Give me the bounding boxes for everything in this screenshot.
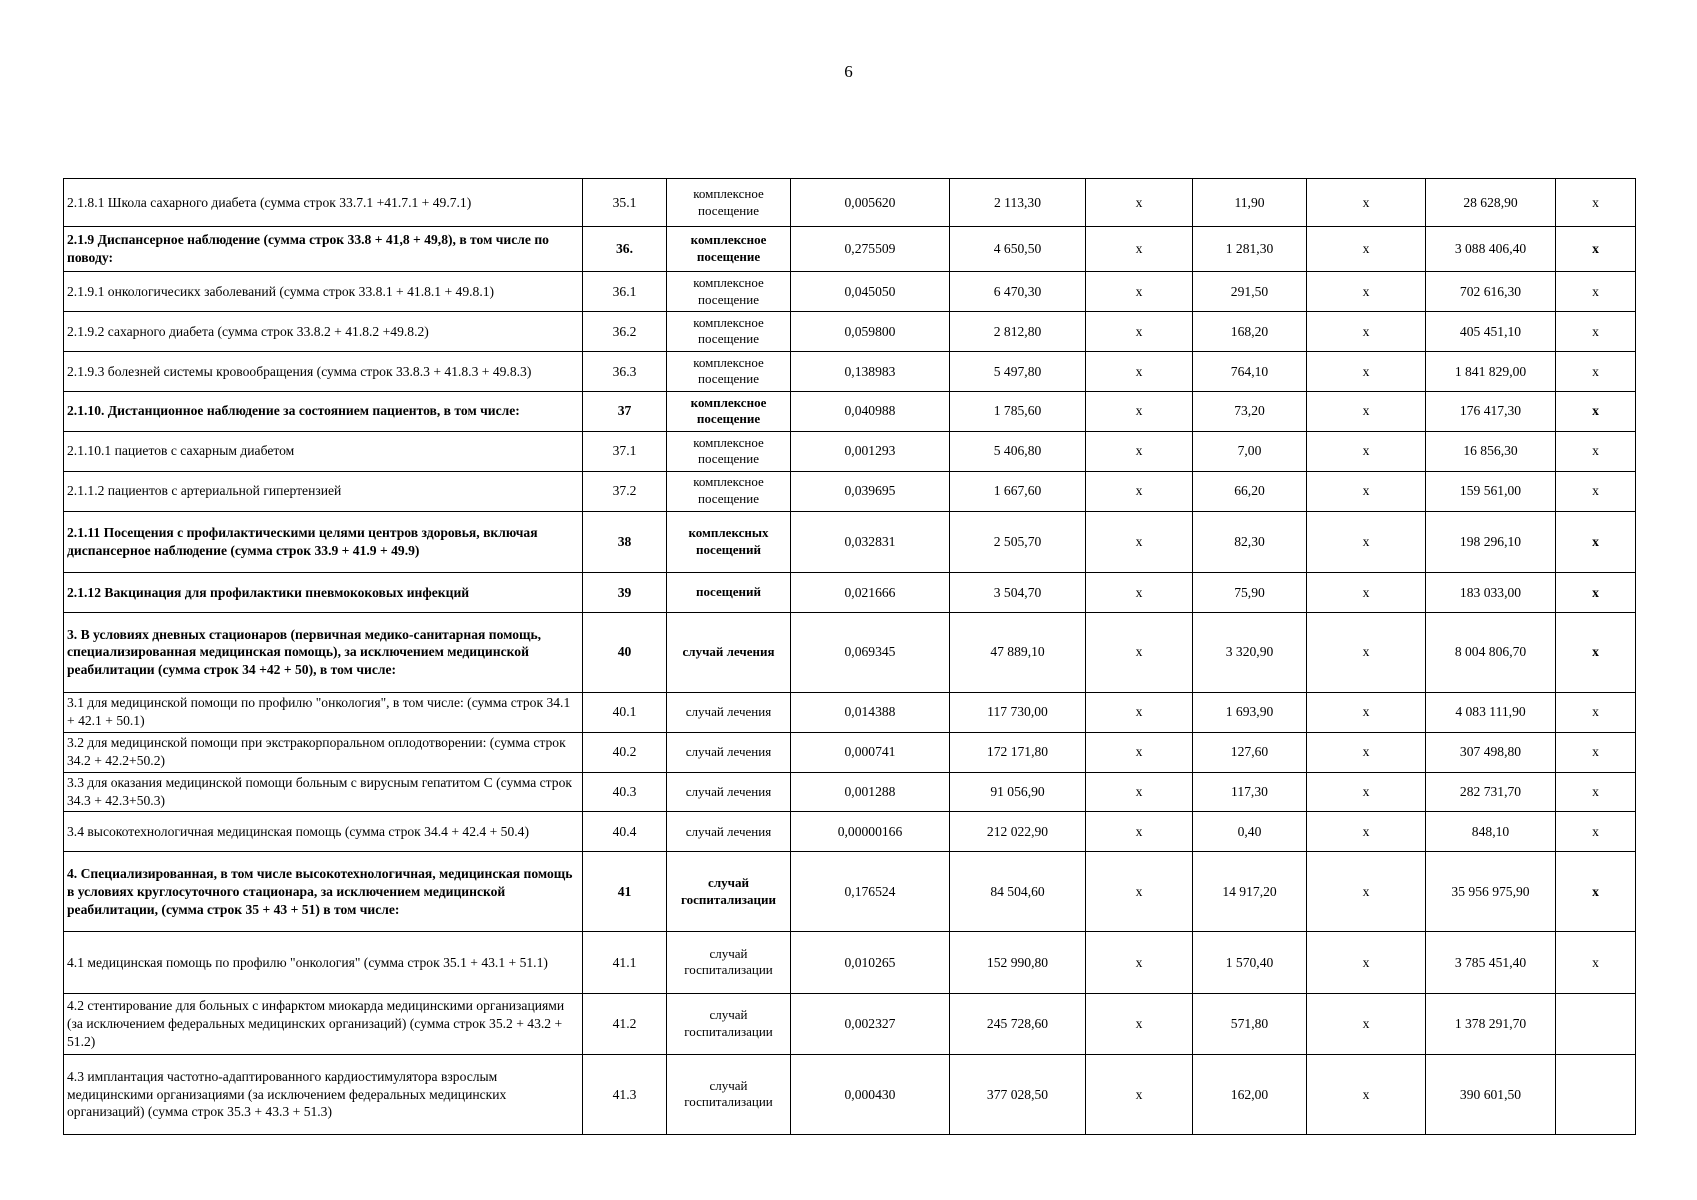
row-name-cell: 2.1.1.2 пациентов с артериальной гипертензией [64,471,583,511]
row-norm-cell: 0,021666 [791,572,950,612]
row-x3-cell: х [1556,612,1636,692]
row-norm-cell: 0,039695 [791,471,950,511]
row-code-cell: 36. [583,227,667,272]
row-per-capita-cell: 82,30 [1193,511,1307,572]
row-total-cell: 28 628,90 [1426,179,1556,227]
row-x2-cell: х [1307,391,1426,431]
table-row [64,391,1636,431]
row-total-cell: 35 956 975,90 [1426,852,1556,932]
row-x1-cell: х [1086,692,1193,732]
row-total-cell: 282 731,70 [1426,772,1556,812]
row-name-cell: 3.3 для оказания медицинской помощи больным с вирусным гепатитом С (сумма строк 34.3 + 42.3+50.3) [64,772,583,812]
row-total-cell: 16 856,30 [1426,431,1556,471]
row-per-capita-cell: 66,20 [1193,471,1307,511]
table-row [64,732,1636,772]
row-unit-cell: комплексное посещение [667,272,791,312]
row-code-cell: 41.3 [583,1054,667,1134]
row-x2-cell: х [1307,932,1426,993]
row-cost-cell: 91 056,90 [950,772,1086,812]
row-x2-cell: х [1307,692,1426,732]
row-code-cell: 37.2 [583,471,667,511]
row-x3-cell: х [1556,812,1636,852]
row-name-cell: 2.1.9.3 болезней системы кровообращения (сумма строк 33.8.3 + 41.8.3 + 49.8.3) [64,351,583,391]
row-unit-cell: случай лечения [667,692,791,732]
table-row [64,471,1636,511]
row-norm-cell: 0,000741 [791,732,950,772]
page-number: 6 [844,62,853,81]
row-total-cell: 405 451,10 [1426,312,1556,352]
row-x2-cell: х [1307,431,1426,471]
row-cost-cell: 1 667,60 [950,471,1086,511]
row-per-capita-cell: 1 693,90 [1193,692,1307,732]
row-x2-cell: х [1307,312,1426,352]
row-name-cell: 2.1.10. Дистанционное наблюдение за состоянием пациентов, в том числе: [64,391,583,431]
table-row [64,572,1636,612]
row-norm-cell: 0,176524 [791,852,950,932]
row-per-capita-cell: 75,90 [1193,572,1307,612]
row-per-capita-cell: 1 281,30 [1193,227,1307,272]
row-code-cell: 39 [583,572,667,612]
row-x3-cell: х [1556,471,1636,511]
row-per-capita-cell: 1 570,40 [1193,932,1307,993]
row-x2-cell: х [1307,511,1426,572]
row-x2-cell: х [1307,852,1426,932]
row-cost-cell: 47 889,10 [950,612,1086,692]
row-x1-cell: х [1086,1054,1193,1134]
table-row [64,612,1636,692]
row-x1-cell: х [1086,351,1193,391]
row-x2-cell: х [1307,179,1426,227]
table-row [64,812,1636,852]
row-cost-cell: 117 730,00 [950,692,1086,732]
row-x1-cell: х [1086,431,1193,471]
table-row [64,312,1636,352]
row-name-cell: 2.1.11 Посещения с профилактическими целями центров здоровья, включая диспансерное наблюдение (сумма строк 33.9 + 41.9 + 49.9) [64,511,583,572]
row-cost-cell: 2 113,30 [950,179,1086,227]
row-norm-cell: 0,001288 [791,772,950,812]
row-x3-cell: х [1556,312,1636,352]
row-cost-cell: 2 812,80 [950,312,1086,352]
row-cost-cell: 152 990,80 [950,932,1086,993]
row-name-cell: 4.1 медицинская помощь по профилю "онкология" (сумма строк 35.1 + 43.1 + 51.1) [64,932,583,993]
row-x2-cell: х [1307,471,1426,511]
row-code-cell: 40.4 [583,812,667,852]
row-x1-cell: х [1086,572,1193,612]
row-per-capita-cell: 3 320,90 [1193,612,1307,692]
row-unit-cell: случай лечения [667,772,791,812]
row-unit-cell: комплексное посещение [667,312,791,352]
row-total-cell: 4 083 111,90 [1426,692,1556,732]
table-row [64,351,1636,391]
row-per-capita-cell: 127,60 [1193,732,1307,772]
row-cost-cell: 212 022,90 [950,812,1086,852]
row-total-cell: 1 841 829,00 [1426,351,1556,391]
row-unit-cell: случай лечения [667,612,791,692]
row-x2-cell: х [1307,993,1426,1054]
row-total-cell: 307 498,80 [1426,732,1556,772]
row-name-cell: 2.1.12 Вакцинация для профилактики пневмококовых инфекций [64,572,583,612]
row-norm-cell: 0,002327 [791,993,950,1054]
row-norm-cell: 0,00000166 [791,812,950,852]
row-x1-cell: х [1086,993,1193,1054]
row-name-cell: 3.1 для медицинской помощи по профилю "онкология", в том числе: (сумма строк 34.1 + 42.1 + 50.1) [64,692,583,732]
row-x2-cell: х [1307,772,1426,812]
row-total-cell: 8 004 806,70 [1426,612,1556,692]
table-row [64,692,1636,732]
row-x1-cell: х [1086,772,1193,812]
row-name-cell: 2.1.10.1 пациетов с сахарным диабетом [64,431,583,471]
row-cost-cell: 377 028,50 [950,1054,1086,1134]
table-row [64,179,1636,227]
row-x1-cell: х [1086,732,1193,772]
row-unit-cell: случай госпитализации [667,1054,791,1134]
row-unit-cell: комплексное посещение [667,391,791,431]
row-norm-cell: 0,000430 [791,1054,950,1134]
table-row [64,852,1636,932]
row-code-cell: 41 [583,852,667,932]
row-x1-cell: х [1086,272,1193,312]
row-name-cell: 3.4 высокотехнологичная медицинская помощь (сумма строк 34.4 + 42.4 + 50.4) [64,812,583,852]
row-cost-cell: 84 504,60 [950,852,1086,932]
row-x1-cell: х [1086,852,1193,932]
row-code-cell: 40.3 [583,772,667,812]
row-x3-cell: х [1556,572,1636,612]
row-per-capita-cell: 168,20 [1193,312,1307,352]
row-unit-cell: комплексное посещение [667,471,791,511]
row-norm-cell: 0,138983 [791,351,950,391]
row-name-cell: 2.1.9 Диспансерное наблюдение (сумма строк 33.8 + 41,8 + 49,8), в том числе по поводу: [64,227,583,272]
row-cost-cell: 4 650,50 [950,227,1086,272]
row-x3-cell: х [1556,692,1636,732]
row-total-cell: 1 378 291,70 [1426,993,1556,1054]
row-unit-cell: случай госпитализации [667,993,791,1054]
row-per-capita-cell: 0,40 [1193,812,1307,852]
row-unit-cell: случай лечения [667,732,791,772]
row-norm-cell: 0,014388 [791,692,950,732]
row-norm-cell: 0,045050 [791,272,950,312]
row-code-cell: 38 [583,511,667,572]
row-cost-cell: 5 406,80 [950,431,1086,471]
row-x3-cell: х [1556,852,1636,932]
row-per-capita-cell: 291,50 [1193,272,1307,312]
row-x1-cell: х [1086,391,1193,431]
row-x1-cell: х [1086,179,1193,227]
row-x2-cell: х [1307,572,1426,612]
row-code-cell: 41.2 [583,993,667,1054]
row-norm-cell: 0,001293 [791,431,950,471]
row-norm-cell: 0,032831 [791,511,950,572]
row-x3-cell: х [1556,391,1636,431]
row-total-cell: 702 616,30 [1426,272,1556,312]
row-x2-cell: х [1307,227,1426,272]
row-per-capita-cell: 11,90 [1193,179,1307,227]
row-name-cell: 3. В условиях дневных стационаров (первичная медико-санитарная помощь, специализированная медицинская помощь), за исключением медицинской реабилитации (сумма строк 34 +42 + 50), в том числе: [64,612,583,692]
row-code-cell: 37.1 [583,431,667,471]
row-name-cell: 4. Специализированная, в том числе высокотехнологичная, медицинская помощь в условиях круглосуточного стационара, за исключением медицинской реабилитации, (сумма строк 35 + 43 + 51) в том числе: [64,852,583,932]
row-cost-cell: 245 728,60 [950,993,1086,1054]
row-unit-cell: комплексных посещений [667,511,791,572]
row-cost-cell: 6 470,30 [950,272,1086,312]
row-x3-cell: х [1556,227,1636,272]
row-x2-cell: х [1307,1054,1426,1134]
row-name-cell: 3.2 для медицинской помощи при экстракорпоральном оплодотворении: (сумма строк 34.2 + 42.2+50.2) [64,732,583,772]
row-cost-cell: 1 785,60 [950,391,1086,431]
row-cost-cell: 2 505,70 [950,511,1086,572]
row-unit-cell: случай лечения [667,812,791,852]
row-total-cell: 183 033,00 [1426,572,1556,612]
row-unit-cell: комплексное посещение [667,351,791,391]
row-norm-cell: 0,040988 [791,391,950,431]
row-code-cell: 37 [583,391,667,431]
row-code-cell: 40.1 [583,692,667,732]
row-x2-cell: х [1307,812,1426,852]
table-body [64,179,1636,1135]
row-total-cell: 848,10 [1426,812,1556,852]
row-name-cell: 2.1.9.2 сахарного диабета (сумма строк 33.8.2 + 41.8.2 +49.8.2) [64,312,583,352]
row-x2-cell: х [1307,272,1426,312]
row-x3-cell: х [1556,511,1636,572]
row-norm-cell: 0,010265 [791,932,950,993]
row-x1-cell: х [1086,312,1193,352]
row-total-cell: 390 601,50 [1426,1054,1556,1134]
row-x3-cell: х [1556,932,1636,993]
row-norm-cell: 0,059800 [791,312,950,352]
table-row [64,993,1636,1054]
row-per-capita-cell: 73,20 [1193,391,1307,431]
row-x3-cell: х [1556,431,1636,471]
table-row [64,932,1636,993]
row-norm-cell: 0,005620 [791,179,950,227]
row-x1-cell: х [1086,511,1193,572]
row-x2-cell: х [1307,612,1426,692]
row-unit-cell: комплексное посещение [667,179,791,227]
table-row [64,1054,1636,1134]
row-unit-cell: комплексное посещение [667,227,791,272]
data-table [63,178,1636,1135]
row-per-capita-cell: 117,30 [1193,772,1307,812]
row-norm-cell: 0,275509 [791,227,950,272]
row-cost-cell: 3 504,70 [950,572,1086,612]
row-code-cell: 40 [583,612,667,692]
row-x1-cell: х [1086,812,1193,852]
row-code-cell: 41.1 [583,932,667,993]
row-name-cell: 2.1.9.1 онкологичесикх заболеваний (сумма строк 33.8.1 + 41.8.1 + 49.8.1) [64,272,583,312]
row-x1-cell: х [1086,227,1193,272]
row-cost-cell: 5 497,80 [950,351,1086,391]
row-code-cell: 35.1 [583,179,667,227]
row-unit-cell: случай госпитализации [667,852,791,932]
table-row [64,227,1636,272]
row-total-cell: 3 785 451,40 [1426,932,1556,993]
row-x2-cell: х [1307,732,1426,772]
row-x1-cell: х [1086,612,1193,692]
row-per-capita-cell: 14 917,20 [1193,852,1307,932]
row-per-capita-cell: 764,10 [1193,351,1307,391]
row-norm-cell: 0,069345 [791,612,950,692]
row-per-capita-cell: 7,00 [1193,431,1307,471]
row-per-capita-cell: 571,80 [1193,993,1307,1054]
row-x3-cell: х [1556,772,1636,812]
row-unit-cell: случай госпитализации [667,932,791,993]
row-name-cell: 4.2 стентирование для больных с инфарктом миокарда медицинскими организациями (за исключением федеральных медицинских организаций) (сумма строк 35.2 + 43.2 + 51.2) [64,993,583,1054]
table-row [64,511,1636,572]
row-unit-cell: посещений [667,572,791,612]
row-total-cell: 176 417,30 [1426,391,1556,431]
row-x3-cell [1556,1054,1636,1134]
row-code-cell: 36.3 [583,351,667,391]
row-x3-cell: х [1556,732,1636,772]
row-cost-cell: 172 171,80 [950,732,1086,772]
row-x3-cell: х [1556,351,1636,391]
row-total-cell: 198 296,10 [1426,511,1556,572]
row-code-cell: 36.2 [583,312,667,352]
row-x1-cell: х [1086,471,1193,511]
row-x3-cell: х [1556,179,1636,227]
table-row [64,431,1636,471]
row-total-cell: 3 088 406,40 [1426,227,1556,272]
row-code-cell: 40.2 [583,732,667,772]
row-unit-cell: комплексное посещение [667,431,791,471]
row-x3-cell: х [1556,272,1636,312]
row-x1-cell: х [1086,932,1193,993]
row-x2-cell: х [1307,351,1426,391]
row-x3-cell [1556,993,1636,1054]
row-code-cell: 36.1 [583,272,667,312]
row-name-cell: 4.3 имплантация частотно-адаптированного кардиостимулятора взрослым медицинскими организациями (за исключением федеральных медицинских организаций) (сумма строк 35.3 + 43.3 + 51.3) [64,1054,583,1134]
row-total-cell: 159 561,00 [1426,471,1556,511]
row-per-capita-cell: 162,00 [1193,1054,1307,1134]
row-name-cell: 2.1.8.1 Школа сахарного диабета (сумма строк 33.7.1 +41.7.1 + 49.7.1) [64,179,583,227]
table-row [64,772,1636,812]
table-row [64,272,1636,312]
